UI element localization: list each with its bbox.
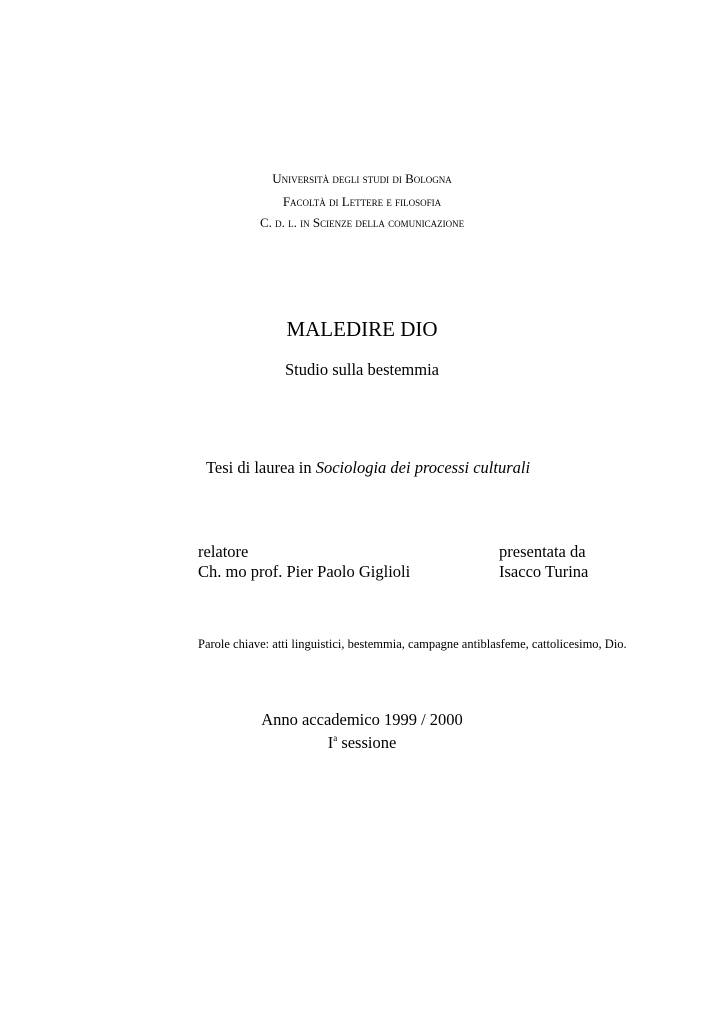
session-ordinal-mark: a (333, 733, 338, 743)
session-number: I (327, 733, 334, 752)
thesis-subject-prefix: Tesi di laurea in (206, 458, 316, 477)
thesis-subject-line (206, 458, 530, 478)
candidate-label: presentata da (499, 542, 586, 561)
supervisor-label: relatore (198, 542, 249, 561)
session-line (0, 733, 724, 753)
thesis-subject: Sociologia dei processi culturali (315, 458, 531, 477)
session-label: sessione (337, 733, 397, 752)
academic-year: Anno accademico 1999 / 2000 (261, 710, 463, 729)
degree-course: C. d. l. in Scienze della comunicazione (259, 215, 465, 230)
candidate-name: Isacco Turina (499, 562, 589, 581)
university-name: Università degli studi di Bologna (272, 171, 452, 186)
keywords-line: Parole chiave: atti linguistici, bestemmia, campagne antiblasfeme, cattolicesimo, Dio. (198, 637, 627, 651)
supervisor-name: Ch. mo prof. Pier Paolo Giglioli (198, 562, 411, 581)
thesis-subtitle: Studio sulla bestemmia (285, 360, 439, 379)
thesis-title: MALEDIRE DIO (286, 317, 438, 341)
faculty-name: Facoltà di Lettere e filosofia (282, 194, 442, 209)
